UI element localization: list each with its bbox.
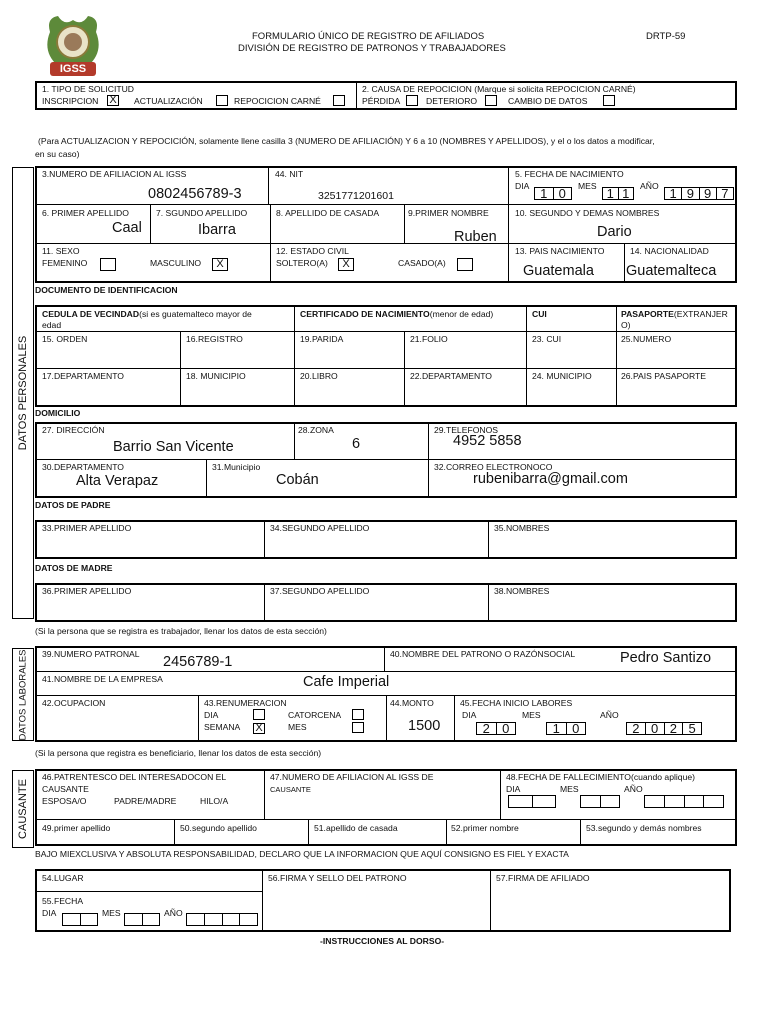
label-23: 23. CUI xyxy=(532,334,562,344)
value-correo[interactable]: rubenibarra@gmail.com xyxy=(473,471,628,487)
instruction-text: (Para ACTUALIZACION Y REPOCICIÓN, solamente llene casilla 3 (NUMERO DE AFILIACIÓN) Y 6 a 10 (NOMBRES Y APELLIDOS), y el o los datos a modificar, xyxy=(38,136,655,146)
rem-dia-label: DIA xyxy=(204,710,219,720)
label-5-dia: DIA xyxy=(515,181,530,191)
deterioro-checkbox[interactable] xyxy=(485,95,497,106)
fallec-dia[interactable] xyxy=(508,795,556,808)
value-pais-nacimiento[interactable]: Guatemala xyxy=(523,263,594,279)
masculino-checkbox[interactable]: X xyxy=(212,258,228,271)
label-21: 21.FOLIO xyxy=(410,334,448,344)
padre-block xyxy=(35,520,737,559)
label-18: 18. MUNICIPIO xyxy=(186,371,246,381)
label-3: 3.NUMERO DE AFILIACION AL IGSS xyxy=(42,169,187,179)
soltero-label: SOLTERO(A) xyxy=(276,258,328,268)
inscripcion-checkbox[interactable]: X xyxy=(107,95,119,106)
inscripcion-label: INSCRIPCION xyxy=(42,96,99,106)
value-segundo-nombre[interactable]: Dario xyxy=(597,224,632,240)
label-33: 33.PRIMER APELLIDO xyxy=(42,523,132,533)
inicio-mes[interactable]: 1 0 xyxy=(546,722,586,735)
label-5: 5. FECHA DE NACIMIENTO xyxy=(515,169,624,179)
form-code: DRTP-59 xyxy=(646,31,686,42)
masculino-label: MASCULINO xyxy=(150,258,202,268)
value-patrono[interactable]: Pedro Santizo xyxy=(620,650,712,666)
rem-mes-checkbox[interactable] xyxy=(352,722,364,733)
inicio-mes-label: MES xyxy=(522,710,541,720)
fecha-nac-anio[interactable]: 1 9 9 7 xyxy=(664,187,734,200)
label-31: 31.Municipio xyxy=(212,462,261,472)
fecha-nac-mes[interactable]: 1 1 xyxy=(602,187,634,200)
label-39: 39.NUMERO PATRONAL xyxy=(42,649,140,659)
label-25: 25.NUMERO xyxy=(621,334,672,344)
reposicion-label: REPOCICION CARNÉ xyxy=(234,96,321,106)
section-domicilio: DOMICILIO xyxy=(35,408,81,418)
label-16: 16.REGISTRO xyxy=(186,334,243,344)
label-48: 48.FECHA DE FALLECIMIENTO(cuando aplique) xyxy=(506,772,695,782)
fallec-mes[interactable] xyxy=(580,795,620,808)
label-29: 29.TELEFONOS xyxy=(434,425,498,435)
label-40: 40.NOMBRE DEL PATRONO O RAZÓNSOCIAL xyxy=(390,649,576,659)
label-26: 26.PAIS PASAPORTE xyxy=(621,371,707,381)
firma-mes[interactable] xyxy=(124,913,160,926)
label-5-anio: AÑO xyxy=(640,181,659,191)
firma-anio-label: AÑO xyxy=(164,908,183,918)
label-30: 30.DEPARTAMENTO xyxy=(42,462,124,472)
label-46: 46.PATRENTESCO DEL INTERESADOCON EL xyxy=(42,772,227,782)
label-6: 6. PRIMER APELLIDO xyxy=(42,208,129,218)
reposicion-checkbox[interactable] xyxy=(333,95,345,106)
value-direccion[interactable]: Barrio San Vicente xyxy=(113,439,234,455)
cambio-label: CAMBIO DE DATOS xyxy=(508,96,588,106)
causa-label: 2. CAUSA DE REPOCICION (Marque si solicita REPOCICION CARNÉ) xyxy=(362,84,636,94)
label-19: 19.PARIDA xyxy=(300,334,344,344)
note-trabajador: (Si la persona que se registra es trabajador, llenar los datos de esta sección) xyxy=(35,626,327,636)
label-14: 14. NACIONALIDAD xyxy=(630,246,709,256)
madre-block xyxy=(35,583,737,622)
firma-dia-label: DIA xyxy=(42,908,57,918)
inicio-dia[interactable]: 2 0 xyxy=(476,722,516,735)
fallec-dia-label: DIA xyxy=(506,784,521,794)
value-telefonos[interactable]: 4952 5858 xyxy=(453,433,522,449)
rem-mes-label: MES xyxy=(288,722,307,732)
label-54: 54.LUGAR xyxy=(42,873,84,883)
cui-header: CUI xyxy=(532,309,547,319)
catorcena-label: CATORCENA xyxy=(288,710,342,720)
label-42: 42.OCUPACION xyxy=(42,698,106,708)
label-24: 24. MUNICIPIO xyxy=(532,371,592,381)
value-empresa[interactable]: Cafe Imperial xyxy=(303,674,390,690)
value-nit[interactable]: 3251771201601 xyxy=(318,190,394,202)
side-datos-laborales: DATOS LABORALES xyxy=(12,648,34,741)
instruction-text-2: en su caso) xyxy=(35,149,80,159)
femenino-label: FEMENINO xyxy=(42,258,88,268)
section-padre: DATOS DE PADRE xyxy=(35,500,111,510)
semana-label: SEMANA xyxy=(204,722,241,732)
label-41: 41.NOMBRE DE LA EMPRESA xyxy=(42,674,163,684)
value-primer-nombre[interactable]: Ruben xyxy=(454,229,497,245)
value-zona[interactable]: 6 xyxy=(352,436,361,452)
certificado-header: CERTIFICADO DE NACIMIENTO(menor de edad) xyxy=(300,309,494,319)
pasaporte-header: PASAPORTE(EXTRANJER xyxy=(621,309,728,319)
section-documento: DOCUMENTO DE IDENTIFICACION xyxy=(35,285,178,295)
label-5-mes: MES xyxy=(578,181,597,191)
label-11: 11. SEXO xyxy=(42,246,80,256)
fallec-anio[interactable] xyxy=(644,795,724,808)
form-title: FORMULARIO ÚNICO DE REGISTRO DE AFILIADOS xyxy=(252,31,485,42)
esposa-option[interactable]: ESPOSA/O xyxy=(42,796,87,806)
firma-dia[interactable] xyxy=(62,913,98,926)
value-monto[interactable]: 1500 xyxy=(408,718,441,734)
label-50: 50.segundo apellido xyxy=(180,823,257,833)
note-beneficiario: (Si la persona que registra es beneficiario, llenar los datos de esta sección) xyxy=(35,748,322,758)
label-47b: CAUSANTE xyxy=(270,785,311,794)
value-departamento[interactable]: Alta Verapaz xyxy=(76,473,159,489)
tipo-label: 1. TIPO DE SOLICITUD xyxy=(42,84,135,94)
actualizacion-label: ACTUALIZACIÓN xyxy=(134,96,203,106)
label-46b: CAUSANTE xyxy=(42,784,89,794)
casado-label: CASADO(A) xyxy=(398,258,446,268)
fecha-nac-dia[interactable]: 1 0 xyxy=(534,187,572,200)
label-34: 34.SEGUNDO APELLIDO xyxy=(270,523,370,533)
label-57: 57.FIRMA DE AFILIADO xyxy=(496,873,590,883)
footer-text: -INSTRUCCIONES AL DORSO- xyxy=(320,936,445,946)
label-10: 10. SEGUNDO Y DEMAS NOMBRES xyxy=(515,208,660,218)
igss-logo: IGSS xyxy=(44,12,102,82)
actualizacion-checkbox[interactable] xyxy=(216,95,228,106)
value-primer-apellido[interactable]: Caal xyxy=(112,220,142,236)
inicio-dia-label: DIA xyxy=(462,710,477,720)
femenino-checkbox[interactable] xyxy=(100,258,116,271)
documento-block xyxy=(35,305,737,407)
declaracion-text: BAJO MIEXCLUSIVA Y ABSOLUTA RESPONSABILIDAD, DECLARO QUE LA INFORMACION QUE AQUÍ CONSIGNO ES FIEL Y EXACTA xyxy=(35,849,569,859)
perdida-label: PÉRDIDA xyxy=(362,96,401,106)
label-12: 12. ESTADO CIVIL xyxy=(276,246,349,256)
form-subtitle: DIVISIÓN DE REGISTRO DE PATRONOS Y TRABAJADORES xyxy=(238,43,506,54)
value-nacionalidad[interactable]: Guatemalteca xyxy=(626,263,717,279)
label-8: 8. APELLIDO DE CASADA xyxy=(276,208,380,218)
label-44-monto: 44.MONTO xyxy=(390,698,434,708)
label-22: 22.DEPARTAMENTO xyxy=(410,371,492,381)
value-afiliacion[interactable]: 0802456789-3 xyxy=(148,186,242,202)
fallec-mes-label: MES xyxy=(560,784,579,794)
hijo-option[interactable]: HILO/A xyxy=(200,796,229,806)
pasaporte-header-2: O) xyxy=(621,320,631,330)
side-causante: CAUSANTE xyxy=(12,770,34,848)
value-segundo-apellido[interactable]: Ibarra xyxy=(198,222,236,238)
perdida-checkbox[interactable] xyxy=(406,95,418,106)
semana-checkbox[interactable]: X xyxy=(253,723,265,734)
inicio-anio[interactable]: 2 0 2 5 xyxy=(626,722,702,735)
label-51: 51.apellido de casada xyxy=(314,823,398,833)
value-municipio[interactable]: Cobán xyxy=(276,472,319,488)
label-53: 53.segundo y demás nombres xyxy=(586,823,702,833)
label-55: 55.FECHA xyxy=(42,896,84,906)
fallec-anio-label: AÑO xyxy=(624,784,643,794)
label-37: 37.SEGUNDO APELLIDO xyxy=(270,586,370,596)
side-datos-personales: DATOS PERSONALES xyxy=(12,167,34,619)
label-36: 36.PRIMER APELLIDO xyxy=(42,586,132,596)
label-9: 9.PRIMER NOMBRE xyxy=(408,208,489,218)
padre-option[interactable]: PADRE/MADRE xyxy=(114,796,177,806)
rem-dia-checkbox[interactable] xyxy=(253,709,265,720)
label-28: 28.ZONA xyxy=(298,425,334,435)
label-56: 56.FIRMA Y SELLO DEL PATRONO xyxy=(268,873,407,883)
firma-anio[interactable] xyxy=(186,913,258,926)
label-52: 52.primer nombre xyxy=(451,823,519,833)
deterioro-label: DETERIORO xyxy=(426,96,478,106)
label-15: 15. ORDEN xyxy=(42,334,88,344)
label-49: 49.primer apellido xyxy=(42,823,111,833)
label-43: 43.RENUMERACION xyxy=(204,698,287,708)
label-27: 27. DIRECCIÓN xyxy=(42,425,105,435)
soltero-checkbox[interactable]: X xyxy=(338,258,354,271)
label-17: 17.DEPARTAMENTO xyxy=(42,371,124,381)
label-13: 13. PAIS NACIMIENTO xyxy=(515,246,605,256)
cambio-checkbox[interactable] xyxy=(603,95,615,106)
label-38: 38.NOMBRES xyxy=(494,586,550,596)
value-numero-patronal[interactable]: 2456789-1 xyxy=(163,654,233,670)
label-35: 35.NOMBRES xyxy=(494,523,550,533)
label-7: 7. SGUNDO APELLIDO xyxy=(156,208,248,218)
inicio-anio-label: AÑO xyxy=(600,710,619,720)
firma-mes-label: MES xyxy=(102,908,121,918)
label-32: 32.CORREO ELECTRONOCO xyxy=(434,462,553,472)
label-47: 47.NUMERO DE AFILIACION AL IGSS DE xyxy=(270,772,434,782)
section-madre: DATOS DE MADRE xyxy=(35,563,113,573)
catorcena-checkbox[interactable] xyxy=(352,709,364,720)
casado-checkbox[interactable] xyxy=(457,258,473,271)
label-45: 45.FECHA INICIO LABORES xyxy=(460,698,573,708)
cedula-header-2: edad xyxy=(42,320,62,330)
label-44: 44. NIT xyxy=(275,169,304,179)
cedula-header: CEDULA DE VECINDAD(si es guatemalteco mayor de xyxy=(42,309,252,319)
label-20: 20.LIBRO xyxy=(300,371,338,381)
